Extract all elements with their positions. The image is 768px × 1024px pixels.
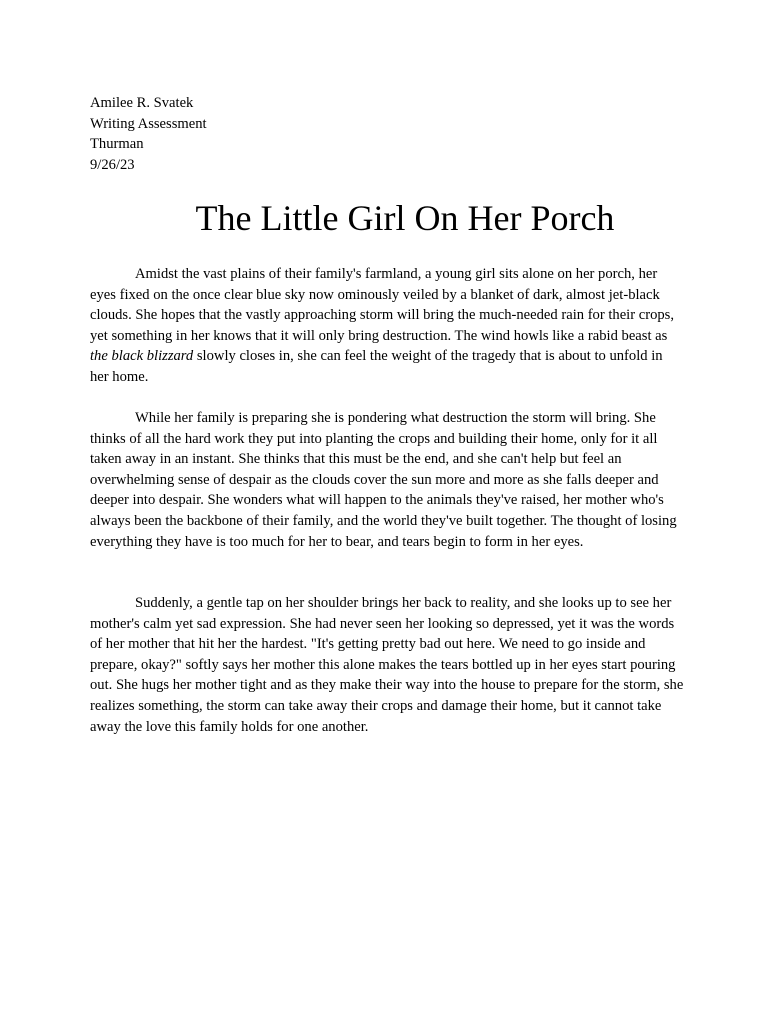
assignment-name: Writing Assessment <box>90 115 207 132</box>
paragraph-1-text-end: slowly closes in, she can feel the weight of the tragedy that is about to unfold in her home. <box>90 348 663 385</box>
paragraph-3 <box>90 593 684 737</box>
essay-header <box>90 93 207 175</box>
paragraph-1 <box>90 264 684 388</box>
teacher-name: Thurman <box>90 136 144 152</box>
paragraph-1-text-start: Amidst the vast plains of their family's farmland, a young girl sits alone on her porch, her eyes fixed on the once clear blue sky now ominously veiled by a blanket of dark, almost jet-black clouds. She hopes that the vastly approaching storm will bring the much-needed rain for their crops, yet something in her knows that it will only bring destruction. The wind howls like a rabid beast as <box>90 266 675 344</box>
paragraph-3-text: Suddenly, a gentle tap on her shoulder brings her back to reality, and she looks up to see her mother's calm yet sad expression. She had never seen her looking so depressed, yet it was the words of her mother that hit her the hardest. "It's getting pretty bad out here. We need to go inside and prepare, okay?" softly says her mother this alone makes the tears bottled up in her eyes start pouring out. She hugs her mother tight and as they make their way into the house to prepare for the storm, she realizes something, the storm can take away their crops and damage their home, but it cannot take away the love this family holds for one another. <box>90 595 684 735</box>
paragraph-2-text: While her family is preparing she is pondering what destruction the storm will bring. She thinks of all the hard work they put into planting the crops and building their home, only for it all taken away in an instant. She thinks that this must be the end, and she can't help but feel an overwhelming sense of despair as the clouds cover the sun more and more as she falls deeper and deeper into despair. She wonders what will happen to the animals they've raised, her mother who's always been the backbone of their family, and the world they've built together. The thought of losing everything they have is too much for her to bear, and tears begin to form in her eyes. <box>90 410 677 550</box>
paragraph-1-text <box>90 264 684 388</box>
essay-date: 9/26/23 <box>90 156 135 173</box>
italic-phrase: the black blizzard <box>90 348 194 365</box>
essay-title: The Little Girl On Her Porch <box>195 198 615 238</box>
paragraph-2 <box>90 408 684 552</box>
author-name: Amilee R. Svatek <box>90 95 194 111</box>
